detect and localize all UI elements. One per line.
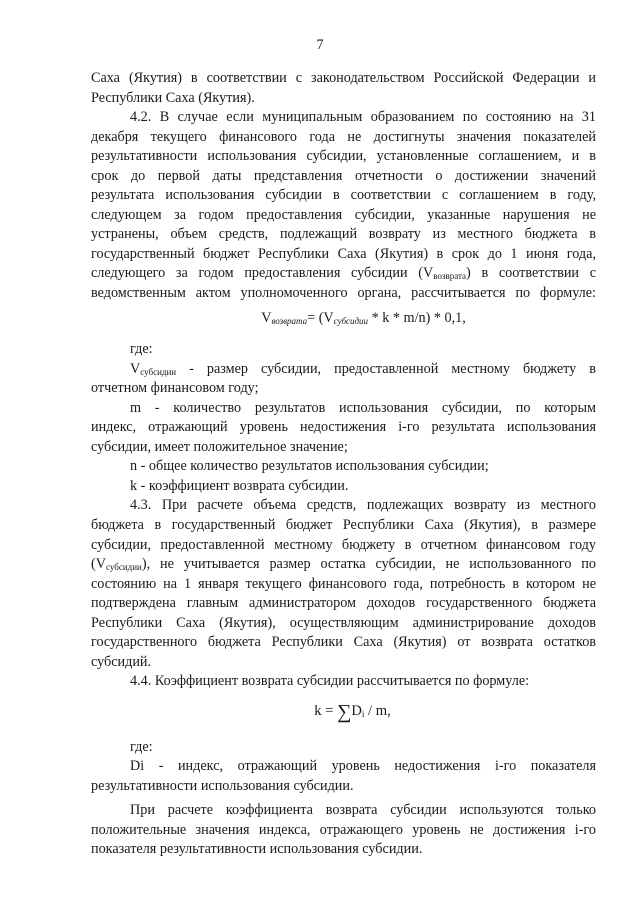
formula-return-volume [91, 309, 596, 329]
text-line: показателя результативности использования субсидии. [91, 841, 423, 858]
text-line: Республики Саха (Якутия). [91, 89, 255, 106]
text-line: срок до первой даты представления отчетности о достижении значений [91, 167, 596, 184]
where-label: где: [130, 341, 153, 358]
formula-part: * k * m/n) * 0,1, [368, 309, 466, 326]
formula-return-coefficient [91, 702, 596, 722]
page-number: 7 [316, 37, 324, 53]
formula-subscript: i [361, 708, 365, 719]
text-line: субсидии, предоставленной местному бюджету в отчетном финансовом году [91, 536, 596, 553]
formula-part: k = [314, 702, 338, 719]
definition-di-line: Di - индекс, отражающий уровень недостижения i-го показателя [130, 758, 596, 775]
text-line: декабря текущего финансового года не достигнуты значения показателей [91, 128, 596, 145]
text-line: результата использования субсидии в соответствии с соглашением в году, [91, 187, 596, 204]
text-line: Саха (Якутия) в соответствии с законодательством Российской Федерации и [91, 70, 596, 86]
definition-n-line: n - общее количество результатов использования субсидии; [130, 458, 489, 475]
subscript: субсидии [105, 562, 142, 573]
text-line: государственный бюджет Республики Саха (Якутия) в срок до 1 июня года, [91, 245, 596, 262]
final-paragraph-line: При расчете коэффициента возврата субсидии используются только [130, 802, 596, 819]
text-line: ведомственным актом уполномоченного органа, рассчитывается по формуле: [91, 285, 596, 302]
text-fragment: (V [91, 556, 106, 573]
text-line: отчетном финансовом году; [91, 380, 259, 397]
text-line: Республики Саха (Якутия), осуществляющим администрирование доходов [91, 614, 596, 631]
text-line [91, 555, 596, 575]
text-line: подтверждена главным администратором доходов государственного бюджета [91, 595, 596, 612]
text-fragment: ), не учитывается размер остатка субсидии, не использованного по [141, 556, 596, 573]
page-body [91, 69, 596, 860]
text-line: результативности использования субсидии. [91, 777, 354, 794]
paragraph-4-3-line: 4.3. При расчете объема средств, подлежащих возврату из местного [130, 497, 596, 514]
text-line: субсидий. [91, 653, 152, 670]
text-line: субсидии, имеет положительное значение; [91, 438, 348, 455]
text-line: положительные значения индекса, отражающего уровень не достижения i-го [91, 821, 596, 838]
text-line: индекс, отражающий уровень недостижения i-го результата использования [91, 419, 596, 436]
paragraph-4-4-line: 4.4. Коэффициент возврата субсидии рассчитывается по формуле: [130, 673, 530, 690]
text-fragment: следующего за годом предоставления субсидии (V [91, 265, 434, 282]
formula-part: V [261, 309, 272, 326]
formula-part: / m, [364, 702, 391, 719]
text-line: государственного бюджета Республики Саха (Якутия) от возврата остатков [91, 634, 596, 651]
subscript: возврата [433, 271, 467, 282]
text-fragment: ) в соответствии с [466, 265, 597, 282]
text-fragment: - размер субсидии, предоставленной местному бюджету в [176, 360, 596, 377]
definition-m-line: m - количество результатов использования субсидии, по которым [130, 399, 596, 416]
text-line: состоянию на 1 января текущего финансового года, потребность в котором не [91, 575, 596, 592]
sum-symbol: ∑ [337, 700, 352, 723]
where-label: где: [130, 738, 153, 755]
formula-part: D [351, 702, 362, 719]
text-line: результативности использования субсидии, установленные соглашением, и в [91, 148, 596, 165]
definition-k-line: k - коэффициент возврата субсидии. [130, 477, 349, 494]
formula-part: V [130, 360, 141, 377]
formula-subscript: субсидии [333, 315, 369, 326]
paragraph-4-2-line: 4.2. В случае если муниципальным образованием по состоянию на 31 [130, 109, 596, 126]
text-line [91, 264, 596, 284]
formula-part: = (V [307, 309, 334, 326]
definition-v-line [91, 360, 596, 380]
formula-subscript: возврата [271, 315, 308, 326]
text-line: бюджета в государственный бюджет Республики Саха (Якутия), в размере [91, 517, 596, 534]
text-line: устранены, объем средств, подлежащий возврату из местного бюджета в [91, 226, 596, 243]
subscript: субсидии [140, 366, 177, 377]
text-line: следующем за годом предоставления субсидии, указанные нарушения не [91, 206, 596, 223]
